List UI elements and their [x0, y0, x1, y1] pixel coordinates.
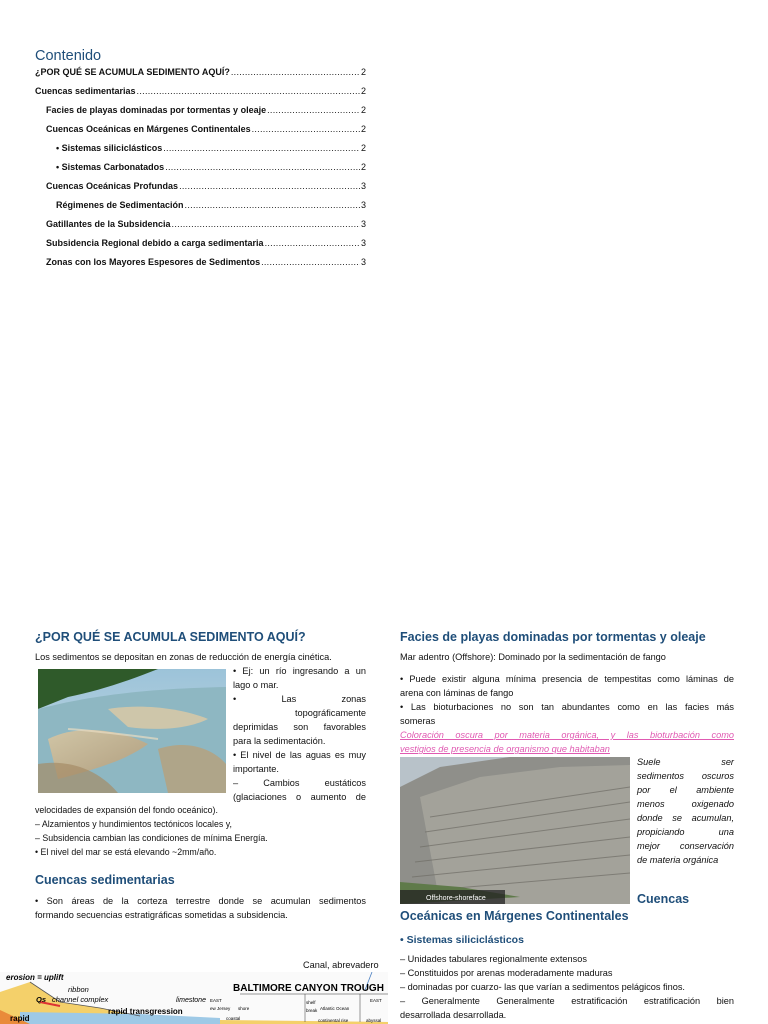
diag-label-east-left: EAST	[210, 998, 222, 1003]
toc-entry-label: ¿POR QUÉ SE ACUMULA SEDIMENTO AQUÍ?	[35, 67, 230, 77]
text-line: • Las bioturbaciones no son tan abundantes como en las facies más	[400, 702, 734, 712]
toc-entry-label: Cuencas Oceánicas en Márgenes Continentales	[46, 124, 251, 134]
diag-label-rapid: rapid	[10, 1014, 30, 1023]
toc-leader-dots	[231, 67, 360, 77]
toc-entry-label: • Sistemas Carbonatados	[56, 162, 165, 172]
text-line: – Subsidencia cambian las condiciones de mínima Energía.	[35, 833, 268, 843]
toc-entry-page: 2	[360, 143, 366, 153]
diag-label-east-right: EAST	[370, 998, 382, 1003]
heading-facies: Facies de playas dominadas por tormentas y oleaje	[400, 630, 706, 644]
text-line: • El nivel del mar se está elevando ~2mm/año.	[35, 847, 217, 857]
toc-entry-label: Gatillantes de la Subsidencia	[46, 219, 171, 229]
offshore-text: Mar adentro (Offshore): Dominado por la sedimentación de fango	[400, 652, 666, 662]
diag-label-atlantic: Atlantic Ocean	[320, 1006, 350, 1011]
text-line: – Constituidos por arenas moderadamente maduras	[400, 968, 613, 978]
toc-entry[interactable]	[46, 257, 366, 271]
text-line: formando secuencias estratigráficas sometidas a subsidencia.	[35, 910, 288, 920]
text-line: (glaciaciones o aumento de	[233, 792, 366, 802]
toc-entry-page: 2	[360, 67, 366, 77]
text-line: • Puede existir alguna mínima presencia de tempestitas como láminas de	[400, 674, 734, 684]
toc-leader-dots	[267, 105, 360, 115]
toc-leader-dots	[165, 162, 360, 172]
toc-entry-page: 2	[360, 105, 366, 115]
text-line: • Son áreas de la corteza terrestre donde se acumulan sedimentos	[35, 896, 366, 906]
toc-entry-label: Régimenes de Sedimentación	[56, 200, 184, 210]
toc-entry[interactable]	[56, 143, 366, 157]
toc-leader-dots	[137, 86, 360, 96]
baltimore-canyon-diagram	[0, 972, 388, 1024]
toc-entry-page: 3	[360, 219, 366, 229]
diag-label-coastal: coastal	[226, 1016, 241, 1021]
toc-entry[interactable]	[46, 181, 366, 195]
offshore-cliff-photo	[400, 757, 630, 904]
toc-entry[interactable]	[46, 219, 366, 233]
toc-entry[interactable]	[35, 67, 366, 81]
toc-entry-label: Subsidencia Regional debido a carga sedimentaria	[46, 238, 264, 248]
toc-entry-page: 2	[360, 124, 366, 134]
toc-entry-label: • Sistemas siliciclásticos	[56, 143, 163, 153]
diag-label-qs: Qs	[36, 995, 47, 1004]
heading-cuencas-a: Cuencas	[637, 892, 690, 906]
diagram-caption: Canal, abrevadero	[303, 960, 379, 970]
text-line: deprimidas son favorables	[233, 722, 366, 732]
text-line: donde se acumulan,	[637, 813, 734, 823]
text-line: – Alzamientos y hundimientos tectónicos locales y,	[35, 819, 232, 829]
toc-leader-dots	[265, 238, 360, 248]
toc-entry-page: 2	[360, 86, 366, 96]
text-line: topográficamente	[295, 708, 366, 718]
cuencas-text	[35, 894, 366, 922]
text-line: mejor conservación	[637, 841, 734, 851]
river-delta-photo	[38, 669, 226, 793]
toc-leader-dots	[252, 124, 360, 134]
heading-cuencas-b: Oceánicas en Márgenes Continentales	[400, 909, 629, 923]
text-line: – dominadas por cuarzo- las que varían a sedimentos pelágicos finos.	[400, 982, 685, 992]
toc-entry[interactable]	[46, 124, 366, 138]
side-note	[637, 755, 734, 867]
text-line: – Cambios eustáticos	[233, 778, 366, 788]
heading-cuencas: Cuencas sedimentarias	[35, 873, 175, 887]
toc-entry-page: 3	[360, 200, 366, 210]
text-line: arena con láminas de fango	[400, 688, 514, 698]
toc-entry-page: 2	[360, 162, 366, 172]
toc-leader-dots	[172, 219, 360, 229]
toc-leader-dots	[179, 181, 360, 191]
toc-entry[interactable]	[56, 162, 366, 176]
toc-entry-label: Cuencas Oceánicas Profundas	[46, 181, 179, 191]
diag-label-erosion: erosion = uplift	[6, 973, 64, 982]
text-line: vestigios de presencia de organismo que habitaban	[400, 744, 610, 754]
text-line: por el ambiente	[637, 785, 734, 795]
text-line: importante.	[233, 764, 279, 774]
text-line: menos oxigenado	[637, 799, 734, 809]
text-line: lago o mar.	[233, 680, 279, 690]
diag-label-abyssal: abyssal	[366, 1018, 382, 1023]
pink-note[interactable]	[400, 728, 734, 756]
toc-entry-page: 3	[360, 238, 366, 248]
text-line: sedimentos oscuros	[637, 771, 734, 781]
toc-leader-dots	[163, 143, 360, 153]
diag-label-break: break	[306, 1008, 318, 1013]
toc-entry[interactable]	[35, 86, 366, 100]
toc-entry-label: Zonas con los Mayores Espesores de Sedimentos	[46, 257, 261, 267]
diag-label-continental-rise: continental rise	[318, 1018, 349, 1023]
text-line: velocidades de expansión del fondo oceánico).	[35, 805, 218, 815]
toc-entry[interactable]	[56, 200, 366, 214]
facies-bullets	[400, 672, 734, 728]
text-line: de materia orgánica	[637, 855, 719, 865]
text-line: desarrollada desarrollada.	[400, 1010, 507, 1020]
text-line: – Unidades tabulares regionalmente extensos	[400, 954, 587, 964]
toc-entry[interactable]	[46, 105, 366, 119]
toc-entry-label: Facies de playas dominadas por tormentas y oleaje	[46, 105, 267, 115]
photo-label: Offshore-shoreface	[426, 895, 486, 902]
toc-title: Contenido	[35, 48, 102, 64]
diag-label-limestone: limestone	[176, 997, 206, 1004]
intro-text: Los sedimentos se depositan en zonas de reducción de energía cinética.	[35, 652, 332, 662]
text-line: para la sedimentación.	[233, 736, 326, 746]
after-photo-text	[35, 803, 375, 859]
toc-leader-dots	[261, 257, 360, 267]
text-line: • El nivel de las aguas es muy	[233, 750, 366, 760]
diag-title: BALTIMORE CANYON TROUGH	[233, 983, 384, 994]
beside-photo-text	[233, 664, 366, 804]
text-line: Coloración oscura por materia orgánica, y las bioturbación como	[400, 730, 734, 740]
siliciclasticos-list	[400, 952, 734, 1022]
text-line: – Generalmente Generalmente estratificación estratificación bien	[400, 996, 734, 1006]
subheading-siliciclasticos: • Sistemas siliciclásticos	[400, 934, 524, 946]
diag-label-new-jersey: ew Jersey	[210, 1006, 231, 1011]
diag-label-shore: shore	[238, 1006, 250, 1011]
text-line: propiciando una	[637, 827, 734, 837]
diag-label-shelf: shelf	[306, 1000, 316, 1005]
toc-entry-page: 3	[360, 181, 366, 191]
toc-entry-label: Cuencas sedimentarias	[35, 86, 136, 96]
text-line: • Las zonas	[233, 694, 366, 704]
diag-label-ribbon: ribbon	[68, 985, 89, 994]
diag-label-transgression: rapid transgression	[108, 1007, 183, 1016]
heading-por-que: ¿POR QUÉ SE ACUMULA SEDIMENTO AQUÍ?	[35, 630, 306, 644]
text-line: • Ej: un río ingresando a un	[233, 666, 366, 676]
text-line: Suele ser	[637, 757, 734, 767]
text-line: someras	[400, 716, 436, 726]
diag-label-channel: channel complex	[52, 995, 109, 1004]
toc-entry-page: 3	[360, 257, 366, 267]
toc-entry[interactable]	[46, 238, 366, 252]
toc-leader-dots	[185, 200, 360, 210]
